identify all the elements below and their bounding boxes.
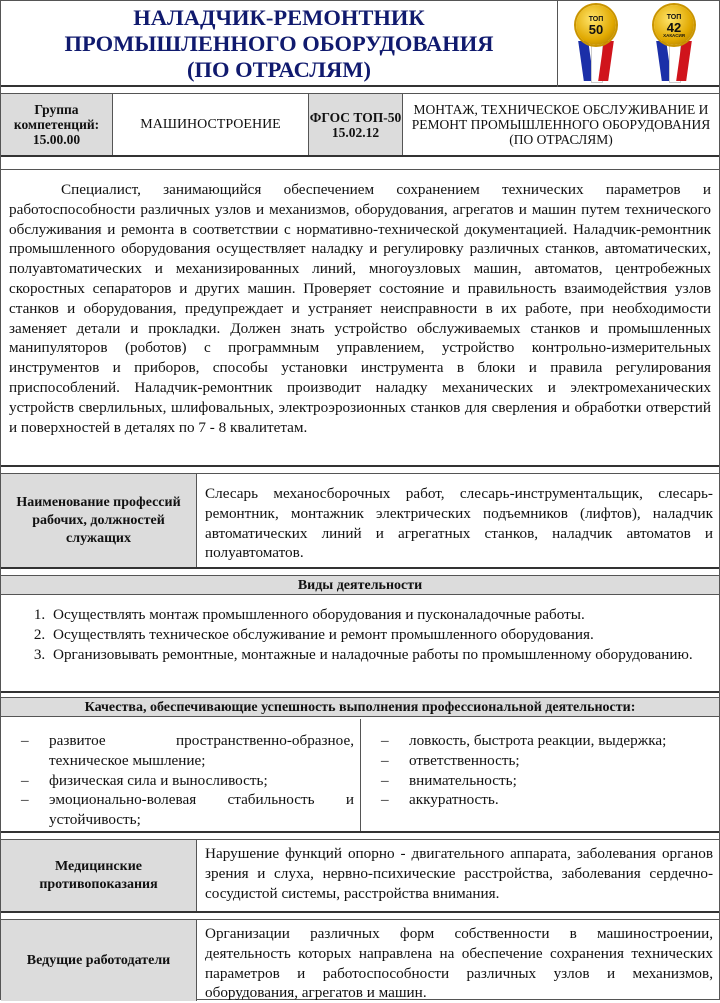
badge-number: 50 [588,22,604,37]
competence-group-value: МАШИНОСТРОЕНИЕ [113,94,309,155]
professions-label: Наименование профессий рабочих, должностей служащих [1,474,197,567]
medical-row [1,839,719,913]
competence-row [1,93,719,157]
list-item: – эмоционально-волевая стабильность и устойчивость; [23,790,354,830]
qualities-left-column [1,719,361,831]
qualities-right-column [361,719,719,831]
qualities-section [1,719,719,833]
fgos-label: ФГОС ТОП-50 15.02.12 [309,94,403,155]
employers-value: Организации различных форм собственности в машиностроении, деятельность которых направлена на обеспечение сохранения технических параметров и работоспособности различных узлов и механизмов, оборудования, агрегатов и машин. [205,925,713,1002]
activities-title: Виды деятельности [1,575,719,595]
list-item: 3. Организовывать ремонтные, монтажные и наладочные работы по промышленному оборудованию. [49,645,711,665]
title-line: НАЛАДЧИК-РЕМОНТНИК [133,5,425,30]
activities-section [1,597,719,693]
page-title [1,1,558,87]
medical-value: Нарушение функций опорно - двигательного аппарата, заболевания органов зрения и слуха, нервно-психические расстройства, заболевания сердечно-сосудистой системы, расстройства внимания. [205,845,713,902]
badge-top-label: ТОП [588,16,604,23]
professions-value: Слесарь механосборочных работ, слесарь-инструментальщик, слесарь-ремонтник, монтажник электрических подъемников (лифтов), наладчик автоматических линий и агрегатных станков, наладчик автоматов и полуавтоматов. [205,485,713,562]
employers-row [1,919,719,1001]
medical-label: Медицинские противопоказания [1,840,197,911]
list-item: – развитое пространственно-образное, техническое мышление; [23,731,354,771]
badge-top-label: ТОП [666,13,682,21]
qualities-title: Качества, обеспечивающие успешность выполнения профессиональной деятельности: [1,697,719,717]
title-line: ПРОМЫШЛЕННОГО ОБОРУДОВАНИЯ [64,31,494,56]
badge-caption: ХАКАСИЯ [663,32,685,38]
list-item: – ловкость, быстрота реакции, выдержка; [383,731,713,751]
competence-group-label: Группа компетенций: 15.00.00 [1,94,113,155]
list-item: 2. Осуществлять техническое обслуживание и ремонт промышленного оборудования. [49,625,711,645]
employers-label: Ведущие работодатели [1,920,197,1001]
title-line: (ПО ОТРАСЛЯМ) [186,57,372,82]
badge-number: 42 [666,19,682,35]
list-item: 1. Осуществлять монтаж промышленного оборудования и пусконаладочные работы. [49,605,711,625]
list-item: – внимательность; [383,771,713,791]
list-item: – ответственность; [383,751,713,771]
activities-list [1,605,711,664]
professions-row [1,473,719,569]
list-item: – аккуратность. [383,790,713,810]
fgos-value: МОНТАЖ, ТЕХНИЧЕСКОЕ ОБСЛУЖИВАНИЕ И РЕМОНТ ПРОМЫШЛЕННОГО ОБОРУДОВАНИЯ (ПО ОТРАСЛЯМ) [411,102,711,147]
header [1,1,719,87]
list-item: – физическая сила и выносливость; [23,771,354,791]
profession-description: Специалист, занимающийся обеспечением сохранением технических параметров и работоспособности различных узлов и механизмов, оборудования, агрегатов и машин путем технического обслуживания и ремонта в соответствии с нормативно-технической документацией. Наладчик-ремонтник промышленного оборудования осуществляет наладку и регулировку различных станков, автоматических, полуавтоматических и механизированных линий, многоузловых машин, автоматов, центробежных скоростных сепараторов и других машин. Проверяет состояние и правильность взаимодействия узлов станков и оборудования, предупреждает и устраняет неисправности в их работе, при необходимости заменяет детали и прокладки. Должен знать устройство обслуживаемых станков и промышленных манипуляторов (роботов) с программным управлением, устройство контрольно-измерительных инструментов и приборов, способы установки инструмента в блоки и правила регулирования приспособлений. Наладчик-ремонтник производит наладку механических и электромеханических устройств сверлильных, шлифовальных, электроэрозионных станков для сверления и обработки отверстий и поверхностей в деталях по 7 - 8 квалитетам. [1,169,719,467]
